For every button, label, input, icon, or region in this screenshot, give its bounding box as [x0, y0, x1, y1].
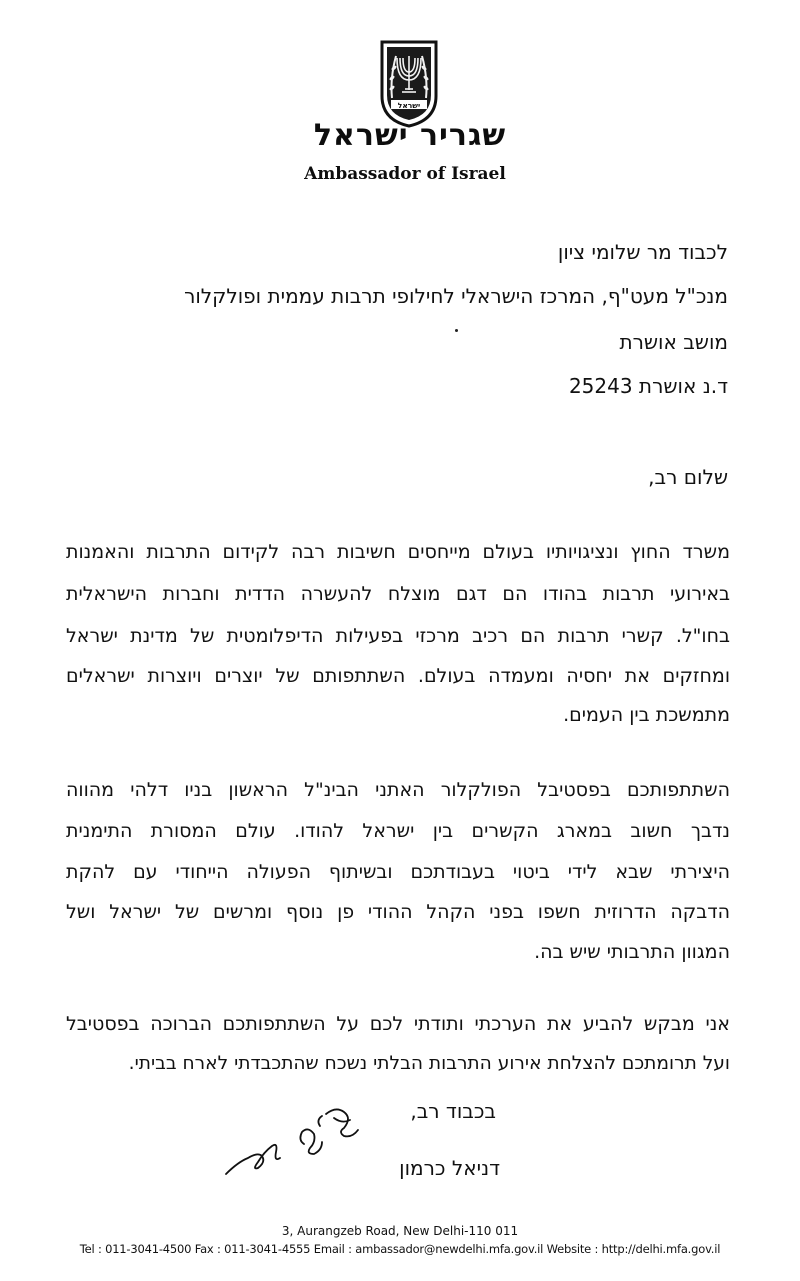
recipient-title: מנכ"ל מעט"ף, המרכז הישראלי לחילופי תרבות עממית ופולקלור [184, 284, 728, 308]
greeting: שלום רב, [648, 465, 728, 489]
scan-speck [455, 329, 458, 332]
footer-contacts: Tel : 011-3041-4500 Fax : 011-3041-4555 Email : ambassador@newdelhi.mfa.gov.il Website : http://delhi.mfa.gov.il [79, 1242, 721, 1256]
paragraph-line: השתתפותכם בפסטיבל הפולקלור האתני הבינ"ל הראשון בניו דלהי מהווה [66, 779, 730, 801]
paragraph-line: ומחזקים את יחסיה ומעמדה בעולם. השתתפותם של יוצרים ויוצרות ישראלים [66, 665, 730, 687]
handwritten-signature-icon [218, 1092, 368, 1192]
paragraph-line: מתמשכת בין העמים. [563, 704, 730, 726]
state-of-israel-emblem-icon [378, 38, 440, 128]
recipient-postal: ד.נ אושרת 25243 [568, 374, 728, 398]
emblem-label: ישראל [397, 101, 421, 110]
paragraph-line: בחו"ל. קשרי תרבות הם רכיב מרכזי בפעילות הדיפלומטית של מדינת ישראל [66, 625, 730, 647]
letterhead-title-hebrew: שגריר ישראל [313, 118, 507, 153]
paragraph-line: נדבך חשוב במארג הקשרים בין ישראל להודו. עולם המסורת התימנית [66, 820, 730, 842]
paragraph-line: הדבקה הדרוזית חשפו בפני הקהל ההודי פן נוסף ומרשים של ישראל ושל [66, 901, 730, 923]
footer-address: 3, Aurangzeb Road, New Delhi-110 011 [281, 1224, 519, 1238]
recipient-name: לכבוד מר שלומי ציון [557, 240, 728, 264]
paragraph-line: באירועי תרבות בהודו הם דגם מוצלח להעשרה הדדית וחברות הישראלית [66, 583, 730, 605]
paragraph-line: ועל תרומתכם להצלחת אירוע התרבות הבלתי נשכח שהתכבדתי לארח בביתי. [128, 1053, 730, 1074]
paragraph-line: היצירתי שבא לידי ביטוי בעבודתכם ובשיתוף הפעולה הייחודי עם להקת [66, 861, 730, 883]
recipient-locality: מושב אושרת [619, 330, 728, 354]
letterhead-title-english: Ambassador of Israel [304, 164, 506, 184]
closing-salutation: בכבוד רב, [410, 1099, 496, 1123]
paragraph-line: אני מבקש להביע את הערכתי ותודתי לכם על השתתפותכם הברוכה בפסטיבל [66, 1013, 730, 1035]
paragraph-line: משרד החוץ ונציגויותיו בעולם מייחסים חשיבות רבה לקידום התרבות והאמנות [66, 541, 730, 563]
paragraph-line: המגוון התרבותי שיש בה. [534, 941, 730, 963]
signatory-name: דניאל כרמון [399, 1156, 500, 1180]
